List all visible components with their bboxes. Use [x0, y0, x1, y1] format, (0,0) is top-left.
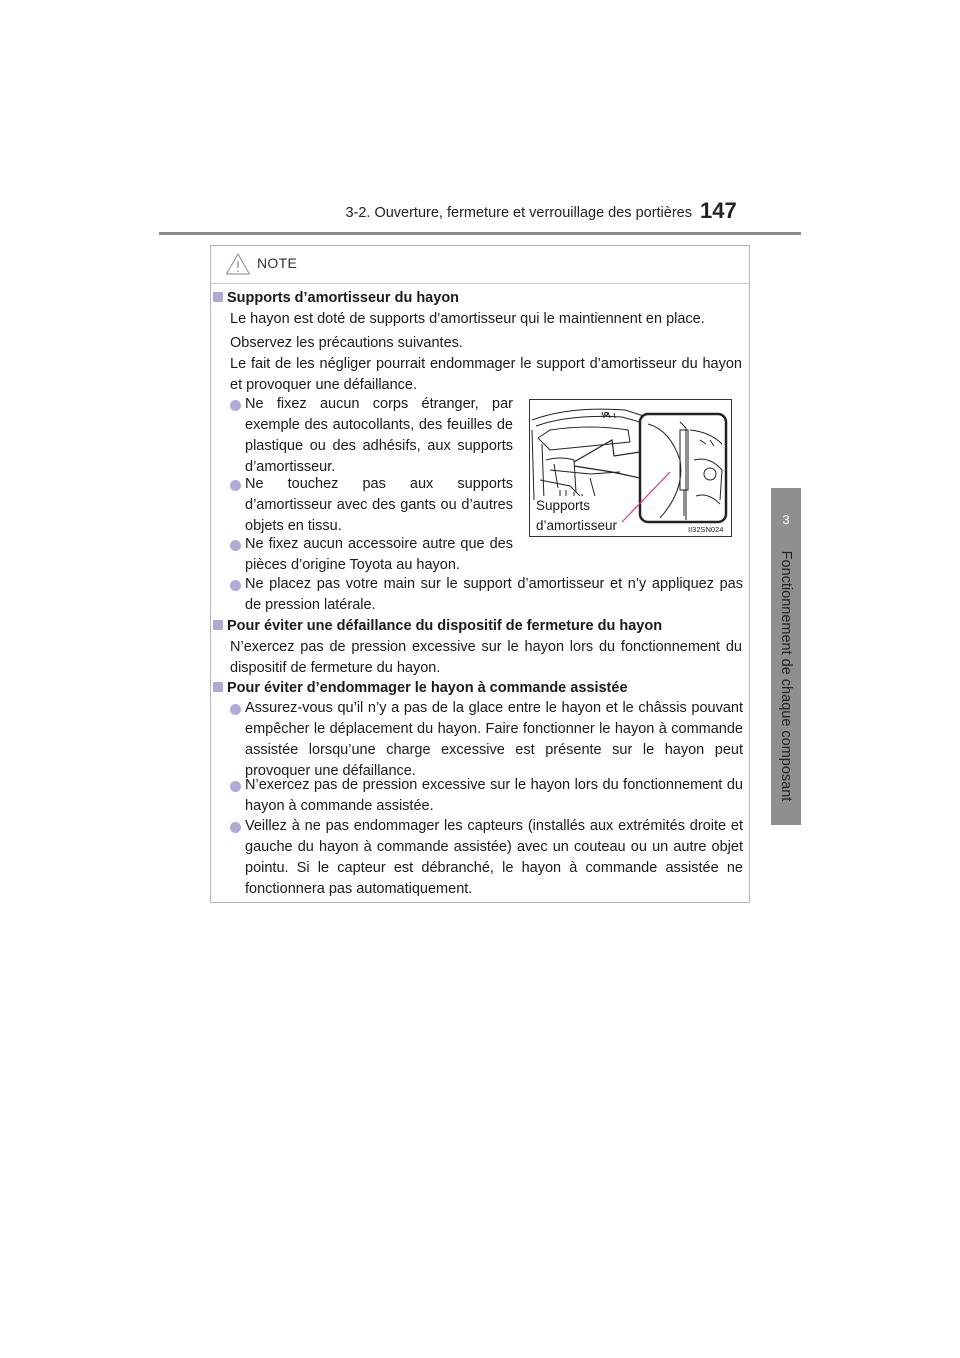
square-bullet-icon — [213, 620, 223, 630]
callout-line-1: Supports — [536, 498, 591, 513]
running-header-section: 3-2. Ouverture, fermeture et verrouillage des portières — [345, 205, 692, 221]
round-bullet-icon — [230, 822, 241, 833]
chapter-number: 3 — [782, 512, 790, 527]
warning-triangle-icon — [225, 252, 251, 276]
dampers-callout-label — [536, 496, 617, 536]
heading-text: Pour éviter d’endommager le hayon à commande assistée — [227, 680, 628, 696]
round-bullet-icon — [230, 704, 241, 715]
heading-text: Pour éviter une défaillance du dispositif de fermeture du hayon — [227, 618, 663, 634]
dampers-intro: Le hayon est doté de supports d’amortisseur qui le maintiennent en place. — [230, 311, 705, 327]
square-bullet-icon — [213, 292, 223, 302]
damper-illustration — [529, 399, 732, 537]
heading-text: Supports d’amortisseur du hayon — [227, 290, 460, 306]
dampers-observe: Observez les précautions suivantes. — [230, 335, 463, 351]
square-bullet-icon — [213, 682, 223, 692]
round-bullet-icon — [230, 781, 241, 792]
header-rule — [159, 232, 801, 235]
note-header — [211, 246, 749, 284]
section-heading-power-tailgate — [213, 678, 743, 699]
round-bullet-icon — [230, 580, 241, 591]
chapter-label: Fonctionnement de chaque composant — [778, 550, 794, 802]
dampers-consequence: Le fait de les négliger pourrait endommager le support d’amortisseur du hayon et provoquer une défaillance. — [230, 356, 742, 393]
dampers-bullet-1: Ne fixez aucun corps étranger, par exemple des autocollants, des feuilles de plastique ou des adhésifs, aux supports d’amortisseur. — [245, 396, 513, 475]
power-tailgate-bullet-3: Veillez à ne pas endommager les capteurs (installés aux extrémités droite et gauche du hayon à commande assistée) avec un couteau ou un autre objet pointu. Si le capteur est débranché, le hayon à commande assistée ne fonctionnera pas automatiquement. — [245, 818, 743, 897]
section-heading-closer — [213, 616, 743, 637]
dampers-bullet-4: Ne placez pas votre main sur le support d’amortisseur et n’y appliquez pas de pression latérale. — [245, 576, 743, 613]
note-title: NOTE — [257, 255, 298, 271]
power-tailgate-bullet-2: N’exercez pas de pression excessive sur le hayon lors du fonctionnement du hayon à commande assistée. — [245, 777, 743, 814]
power-tailgate-bullet-1: Assurez-vous qu’il n’y a pas de la glace entre le hayon et le châssis pouvant empêcher le déplacement du hayon. Faire fonctionner le hayon à commande assistée lorsqu’une charge excessive est présente sur le hayon peut provoquer une défaillance. — [245, 700, 743, 779]
section-heading-dampers — [213, 288, 743, 309]
round-bullet-icon — [230, 480, 241, 491]
illustration-code: II32SN024 — [688, 525, 724, 534]
callout-line-2: d’amortisseur — [536, 518, 618, 533]
page-number: 147 — [700, 198, 737, 223]
round-bullet-icon — [230, 540, 241, 551]
dampers-bullet-3: Ne fixez aucun accessoire autre que des pièces d’origine Toyota au hayon. — [245, 536, 513, 573]
round-bullet-icon — [230, 400, 241, 411]
closer-text: N’exercez pas de pression excessive sur le hayon lors du fonctionnement du dispositif de fermeture du hayon. — [230, 639, 742, 676]
dampers-bullet-2: Ne touchez pas aux supports d’amortisseur avec des gants ou d’autres objets en tissu. — [245, 476, 513, 534]
